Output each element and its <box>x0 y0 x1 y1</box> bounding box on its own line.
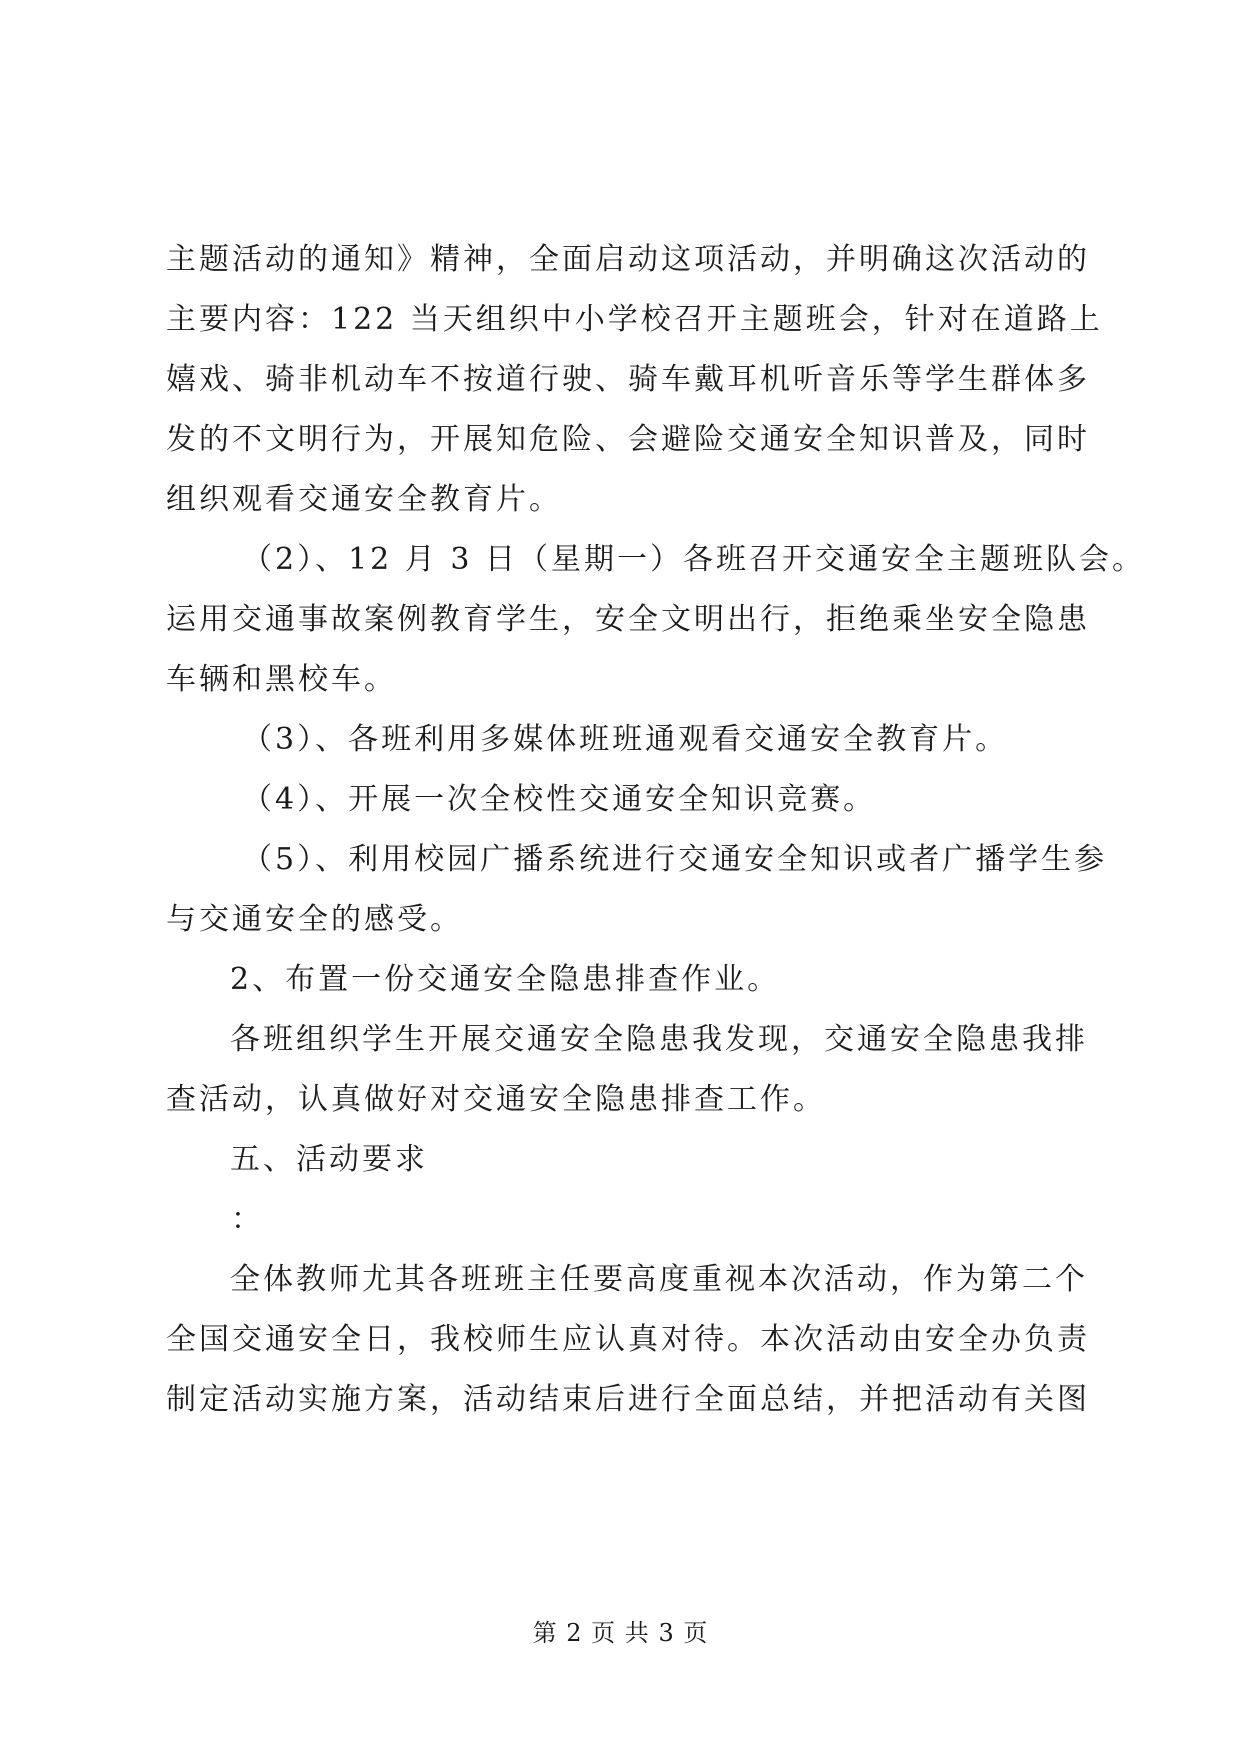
text-line: 嬉戏、骑非机动车不按道行驶、骑车戴耳机听音乐等学生群体多 <box>166 362 1090 397</box>
section-item-2: 2、布置一份交通安全隐患排查作业。 <box>230 962 781 997</box>
text-line: 各班组织学生开展交通安全隐患我发现，交通安全隐患我排 <box>230 1022 1088 1057</box>
text-line: 主要内容：122 当天组织中小学校召开主题班会，针对在道路上 <box>166 302 1103 337</box>
text-line: 全体教师尤其各班班主任要高度重视本次活动，作为第二个 <box>230 1262 1088 1297</box>
text-line: 运用交通事故案例教育学生，安全文明出行，拒绝乘坐安全隐患 <box>166 602 1090 637</box>
text-line: 与交通安全的感受。 <box>166 902 463 937</box>
page-footer: 第 2 页 共 3 页 <box>532 1619 709 1647</box>
text-line: 主题活动的通知》精神，全面启动这项活动，并明确这次活动的 <box>166 242 1090 277</box>
document-body <box>166 230 1145 1430</box>
text-line: 发的不文明行为，开展知危险、会避险交通安全知识普及，同时 <box>166 422 1090 457</box>
text-line: 组织观看交通安全教育片。 <box>166 482 562 517</box>
colon-line: ： <box>231 1202 264 1237</box>
text-line-item-5: （5）、利用校园广播系统进行交通安全知识或者广播学生参 <box>242 842 1108 877</box>
text-line: 全国交通安全日，我校师生应认真对待。本次活动由安全办负责 <box>166 1322 1090 1357</box>
text-line: 车辆和黑校车。 <box>166 662 397 697</box>
text-line: 查活动，认真做好对交通安全隐患排查工作。 <box>166 1082 826 1117</box>
section-heading-five: 五、活动要求 <box>230 1142 428 1177</box>
text-line: 制定活动实施方案，活动结束后进行全面总结，并把活动有关图 <box>166 1382 1090 1417</box>
text-line-item-3: （3）、各班利用多媒体班班通观看交通安全教育片。 <box>242 722 1009 757</box>
text-line-item-4: （4）、开展一次全校性交通安全知识竞赛。 <box>242 782 877 817</box>
text-line-item-2: （2）、12 月 3 日（星期一）各班召开交通安全主题班队会。 <box>242 542 1145 577</box>
